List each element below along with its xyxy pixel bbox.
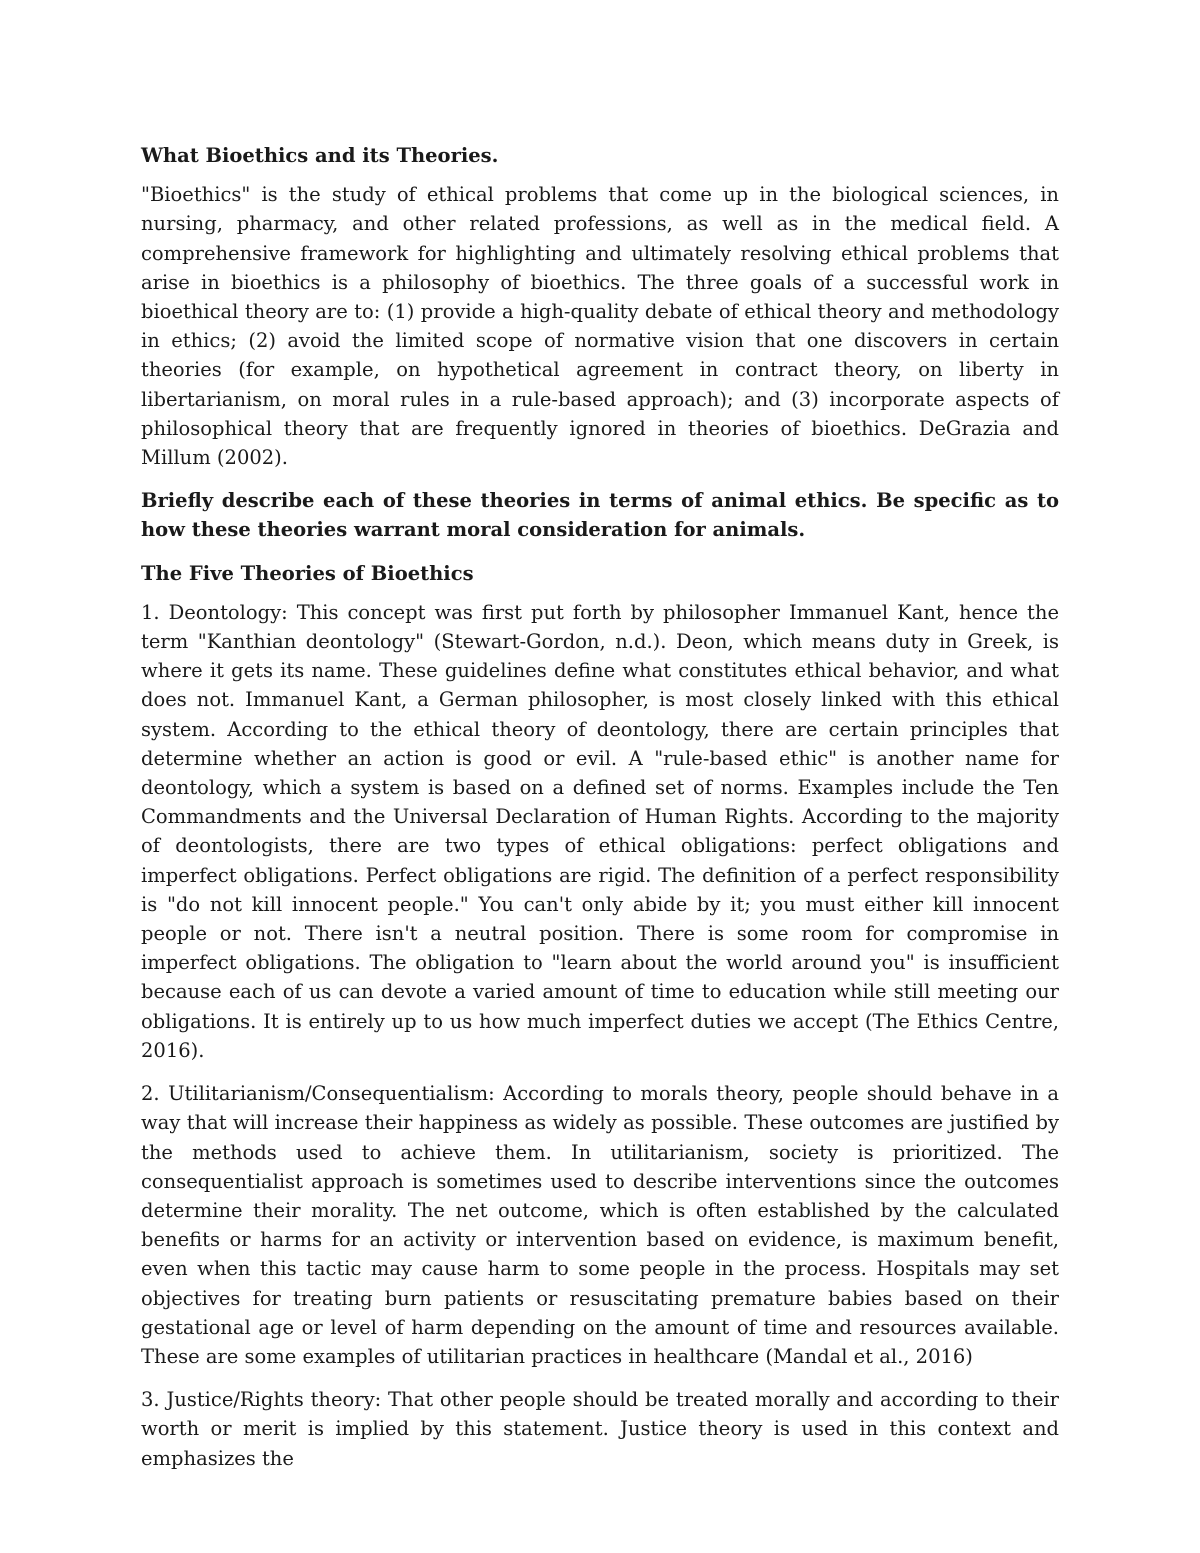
assignment-prompt: Briefly describe each of these theories in terms of animal ethics. Be specific as to how these theories warrant moral consideration for animals. [141, 489, 1059, 542]
document-title: What Bioethics and its Theories. [141, 144, 499, 167]
document-body [141, 141, 1059, 1487]
theory-paragraph-deontology: 1. Deontology: This concept was first put forth by philosopher Immanuel Kant, hence the term "Kanthian deontology" (Stewart-Gordon, n.d.). Deon, which means duty in Greek, is where it gets its name. These guidelines define what constitutes ethical behavior, and what does not. Immanuel Kant, a German philosopher, is most closely linked with this ethical system. According to the ethical theory of deontology, there are certain principles that determine whether an action is good or evil. A "rule-based ethic" is another name for deontology, which a system is based on a defined set of norms. Examples include the Ten Commandments and the Universal Declaration of Human Rights. According to the majority of deontologists, there are two types of ethical obligations: perfect obligations and imperfect obligations. Perfect obligations are rigid. The definition of a perfect responsibility is "do not kill innocent people." You can't only abide by it; you must either kill innocent people or not. There isn't a neutral position. There is some room for compromise in imperfect obligations. The obligation to "learn about the world around you" is insufficient because each of us can devote a varied amount of time to education while still meeting our obligations. It is entirely up to us how much imperfect duties we accept (The Ethics Centre, 2016). [141, 600, 1059, 1062]
section-heading: The Five Theories of Bioethics [141, 561, 474, 585]
intro-paragraph: "Bioethics" is the study of ethical problems that come up in the biological sciences, in nursing, pharmacy, and other related professions, as well as in the medical field. A comprehensive framework for highlighting and ultimately resolving ethical problems that arise in bioethics is a philosophy of bioethics. The three goals of a successful work in bioethical theory are to: (1) provide a high-quality debate of ethical theory and methodology in ethics; (2) avoid the limited scope of normative vision that one discovers in certain theories (for example, on hypothetical agreement in contract theory, on liberty in libertarianism, on moral rules in a rule-based approach); and (3) incorporate aspects of philosophical theory that are frequently ignored in theories of bioethics. DeGrazia and Millum (2002). [141, 183, 1059, 470]
theory-paragraph-justice: 3. Justice/Rights theory: That other people should be treated morally and according to their worth or merit is implied by this statement. Justice theory is used in this context and emphasizes the [141, 1388, 1059, 1470]
theory-paragraph-utilitarianism: 2. Utilitarianism/Consequentialism: According to morals theory, people should behave in a way that will increase their happiness as widely as possible. These outcomes are justified by the methods used to achieve them. In utilitarianism, society is prioritized. The consequentialist approach is sometimes used to describe interventions since the outcomes determine their morality. The net outcome, which is often established by the calculated benefits or harms for an activity or intervention based on evidence, is maximum benefit, even when this tactic may cause harm to some people in the process. Hospitals may set objectives for treating burn patients or resuscitating premature babies based on their gestational age or level of harm depending on the amount of time and resources available. These are some examples of utilitarian practices in healthcare (Mandal et al., 2016) [141, 1082, 1059, 1368]
